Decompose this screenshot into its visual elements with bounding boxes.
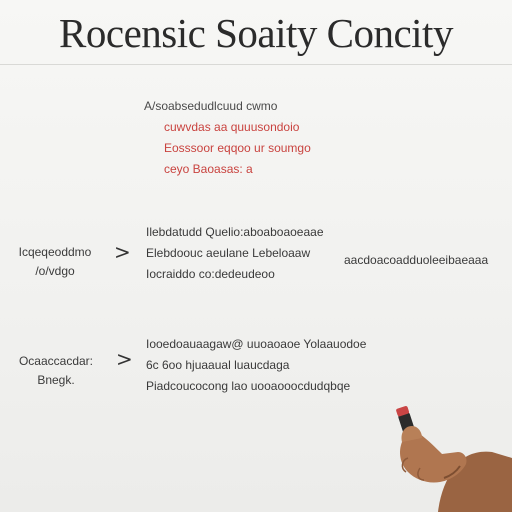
middle-label <box>10 243 100 281</box>
bottom-label <box>6 352 106 390</box>
bottom-note-line: Piadcoucocong lao uooaooocdudqbqe <box>146 379 351 393</box>
hand-with-marker-icon <box>380 398 512 512</box>
middle-note-block <box>146 222 324 285</box>
bottom-note-line: Iooedoauaagaw@ uuoaoaoe Yolaauodoe <box>146 337 367 351</box>
middle-label-line: /o/vdgo <box>35 264 75 278</box>
board-title: Rocensic Soaity Concity <box>59 10 453 56</box>
top-note-line: A/soabsedudlcuud cwmo <box>144 99 278 113</box>
bottom-arrow: > <box>116 347 133 371</box>
bottom-label-line: Bnegk. <box>37 373 75 387</box>
title-divider <box>0 64 512 65</box>
middle-label-line: Icqeqeoddmo <box>18 245 92 259</box>
top-note-block <box>144 96 311 180</box>
middle-note-line: Ilebdatudd Quelio:aboaboaoeaae <box>146 225 324 239</box>
bottom-note-block <box>146 334 366 397</box>
top-note-line: Eosssoor eqqoo ur soumgo <box>164 141 311 155</box>
top-note-line: ceyo Baoasas: a <box>164 162 253 176</box>
bottom-label-line: Ocaaccacdar: <box>18 354 94 368</box>
top-note-line: cuwvdas aa quuusondoio <box>164 120 300 134</box>
middle-side-note: aacdoacoadduoleeibaeaaa <box>344 253 489 267</box>
middle-note-line: Elebdoouc aeulane Lebeloaaw <box>146 246 311 260</box>
bottom-note-line: 6c 6oo hjuaaual luaucdaga <box>146 358 290 372</box>
middle-arrow: > <box>114 240 131 264</box>
middle-note-line: Iocraiddo co:dedeudeoo <box>146 267 275 281</box>
